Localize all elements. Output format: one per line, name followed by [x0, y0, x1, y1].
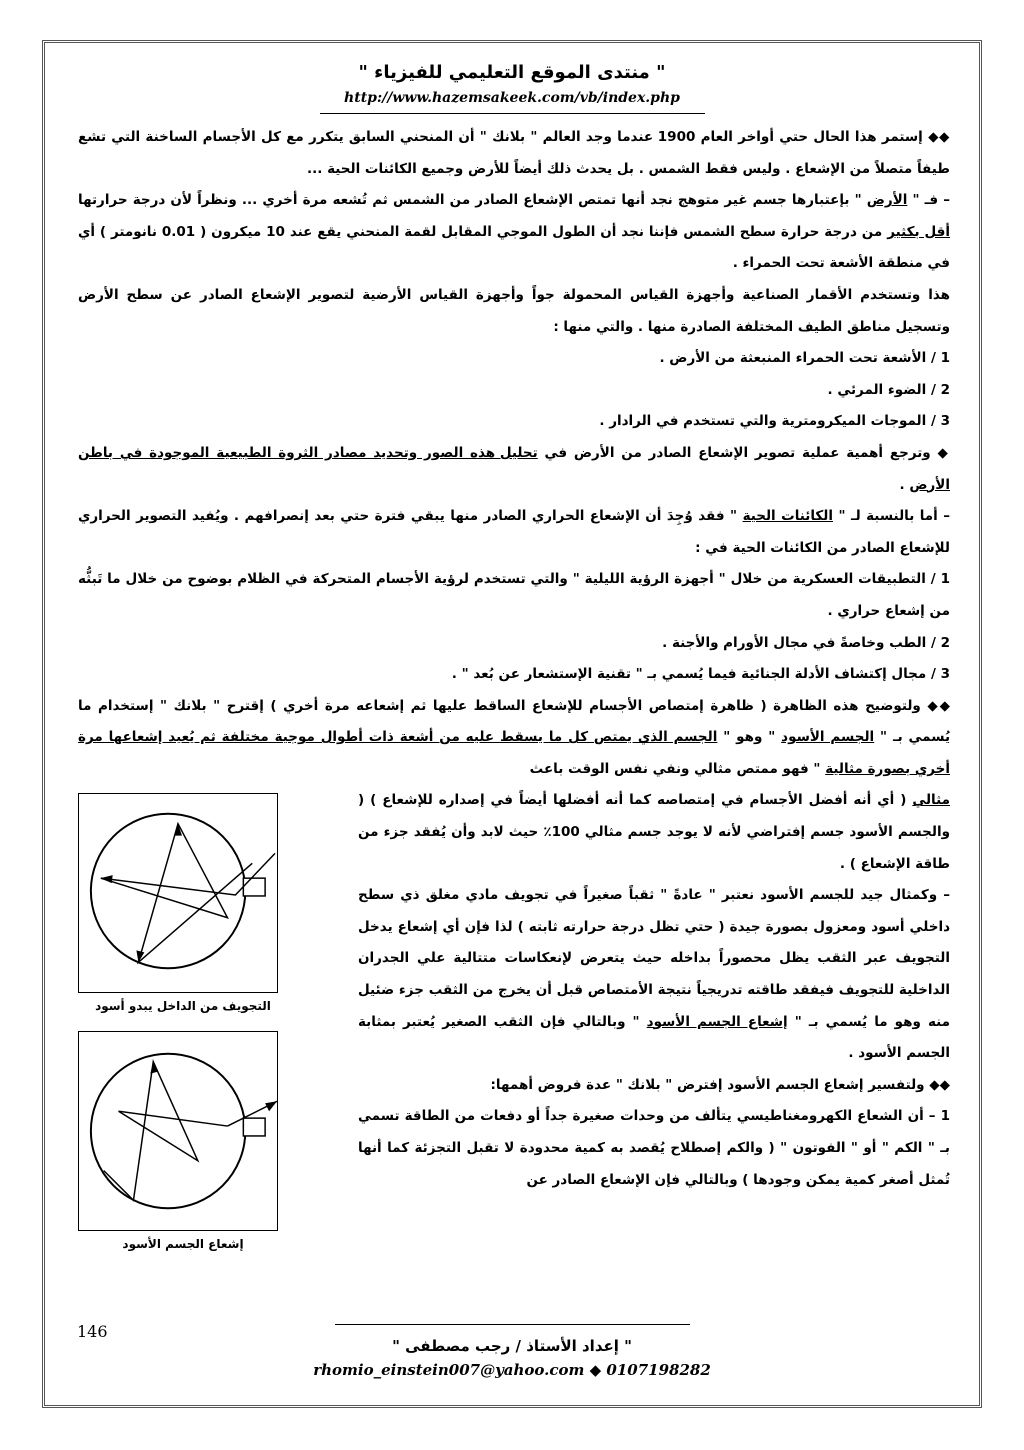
header-url[interactable]: http://www.hazemsakeek.com/vb/index.php — [344, 90, 680, 106]
header-title: " منتدى الموقع التعليمي للفيزياء " — [358, 62, 666, 83]
term-ideal: مثالي — [912, 792, 950, 809]
footer-contact: rhomio_einstein007@yahoo.com ◆ 0107198282 — [313, 1361, 711, 1379]
paragraph-ideal: مثالي ( أي أنه أفضل الأجسام في إمتصاصه كما أنه أفضلها أيضاً في إصداره للإشعاع ) ( والجسم الأسود جسم إفتراضي لأنه لا يوجد جسم مثالي 100٪ حيث لابد وأن يُفقد جزء من طاقة الإشعاع ) . — [358, 792, 950, 872]
list-item: 3 / الموجات الميكرومترية والتي تستخدم في الرادار . — [599, 413, 950, 430]
paragraph-quantum: 1 – أن الشعاع الكهرومغناطيسي يتألف من وحدات صغيرة جداً أو دفعات من الطاقة تسمي بـ " الكم " أو " الفوتون " ( والكم إصطلاح يُقصد به كمية محدودة لا تقبل التجزئة كما أنها تُمثل أصغر كمية يمكن وجودها ) وبالتالي فإن الإشعاع الصادر عن — [358, 1108, 950, 1188]
paragraph-importance: ◆ وترجع أهمية عملية تصوير الإشعاع الصادر من الأرض في تحليل هذه الصور وتحديد مصادر الثروة الطبيعية الموجودة في باطن الأرض . — [78, 444, 950, 493]
paragraph-earth: – فـ " الأرض " بإعتبارها جسم غير متوهج نجد أنها تمتص الإشعاع الصادر من الشمس ثم تُشعه مرة أخري ... ونظراً لأن درجة حرارتها أقل بكثير من درجة حرارة سطح الشمس فإننا نجد أن الطول الموجي المقابل لقمة المنحني يقع عند 10 ميكرون ( 0.01 نانومتر ) أي في منطقة الأشعة تحت الحمراء . — [78, 192, 950, 272]
term-analysis: تحليل هذه الصور وتحديد مصادر الثروة الطبيعية الموجودة في باطن الأرض — [78, 444, 950, 493]
list-item: 2 / الطب وخاصةً في مجال الأورام والأجنة . — [662, 634, 950, 651]
term-black-body-definition: الجسم الذي يمتص كل ما يسقط عليه من أشعة ذات أطوال موجية مختلفة ثم يُعيد إشعاعها مرة أخري بصورة مثالية — [78, 729, 950, 777]
list-item: 3 / مجال إكتشاف الأدلة الجنائية فيما يُسمي بـ " تقنية الإستشعار عن بُعد " . — [451, 666, 950, 683]
figures-column — [78, 793, 348, 1273]
document-body — [78, 122, 950, 1273]
paragraph-planck-intro: ◆◆ إستمر هذا الحال حتي أواخر العام 1900 عندما وجد العالم " بلانك " أن المنحني السابق يتكرر مع كل الأجسام الساخنة التي تشع طيفاً متصلاً من الإشعاع . وليس فقط الشمس . بل يحدث ذلك أيضاً للأرض وجميع الكائنات الحية ... — [78, 129, 950, 177]
blackbody-caption: إشعاع الجسم الأسود — [122, 1237, 244, 1252]
blackbody-figure — [78, 1031, 278, 1231]
term-blackbody-radiation: إشعاع الجسم الأسود — [646, 1013, 788, 1030]
term-earth: الأرض — [866, 192, 908, 209]
term-black-body: الجسم الأسود — [781, 729, 875, 746]
cavity-caption: التجويف من الداخل يبدو أسود — [95, 999, 271, 1014]
page-number: 146 — [77, 1322, 108, 1341]
blackbody-diagram — [79, 1032, 277, 1230]
footer-author: " إعداد الأستاذ / رجب مصطفى " — [392, 1337, 632, 1355]
list-item: 1 / التطبيقات العسكرية من خلال " أجهزة الرؤية الليلية " والتي تستخدم لرؤية الأجسام المتحركة في الظلام بوضوح من خلال ما تَبثُّه من إشعاع حراري . — [78, 571, 950, 619]
cavity-figure — [78, 793, 278, 993]
term-living-beings: الكائنات الحية — [742, 508, 833, 525]
header-divider — [320, 113, 705, 114]
list-item: 1 / الأشعة تحت الحمراء المنبعثة من الأرض . — [659, 350, 950, 367]
paragraph-planck-hypotheses: ◆◆ ولتفسير إشعاع الجسم الأسود إفترض " بلانك " عدة فروض أهمها: — [490, 1076, 950, 1093]
paragraph-cavity-example: – وكمثال جيد للجسم الأسود نعتبر " عادةً " ثقباً صغيراً في تجويف مادي مغلق ذي سطح داخلي أسود ومعزول بصورة جيدة ( حتي تظل درجة حرارته ثابته ) لذا فإن أي إشعاع يدخل التجويف عبر الثقب يظل محصوراً بداخله حيث يتعرض لإنعكاسات متتالية علي الجدران الداخلية للتجويف فيفقد طاقته تدريجياً نتيجة الأمتصاص قبل أن يخرج من الثقب جزء ضئيل منه وهو ما يُسمي بـ " إشعاع الجسم الأسود " وبالتالي فإن الثقب الصغير يُعتبر بمثابة الجسم الأسود . — [358, 887, 951, 1062]
paragraph-satellites: هذا وتستخدم الأقمار الصناعية وأجهزة القياس المحمولة جواً وأجهزة القياس الأرضية لتصوير الإشعاع الصادر عن سطح الأرض وتسجيل مناطق الطيف المختلفة الصادرة منها . والتي منها : — [78, 286, 950, 335]
paragraph-blackbody-intro: ◆◆ ولتوضيح هذه الظاهرة ( ظاهرة إمتصاص الأجسام للإشعاع الساقط عليها ثم إشعاعه مرة أخري ) إقترح " بلانك " إستخدام ما يُسمي بـ " الجسم الأسود " وهو " الجسم الذي يمتص كل ما يسقط عليه من أشعة ذات أطوال موجية مختلفة ثم يُعيد إشعاعها مرة أخري بصورة مثالية " فهو ممتص مثالي ونفي نفس الوقت باعث — [78, 697, 951, 777]
list-item: 2 / الضوء المرئي . — [827, 381, 950, 398]
paragraph-living-beings: – أما بالنسبة لـ " الكائنات الحية " فقد وُجِدَ أن الإشعاع الحراري الصادر منها يبقي فترة حتي بعد إنصرافهم . ويُفيد التصوير الحراري للإشعاع الصادر من الكائنات الحية في : — [78, 508, 951, 556]
term-much-lower: أقل بكثير — [887, 223, 950, 240]
cavity-diagram — [79, 794, 277, 992]
footer-divider — [335, 1324, 690, 1325]
